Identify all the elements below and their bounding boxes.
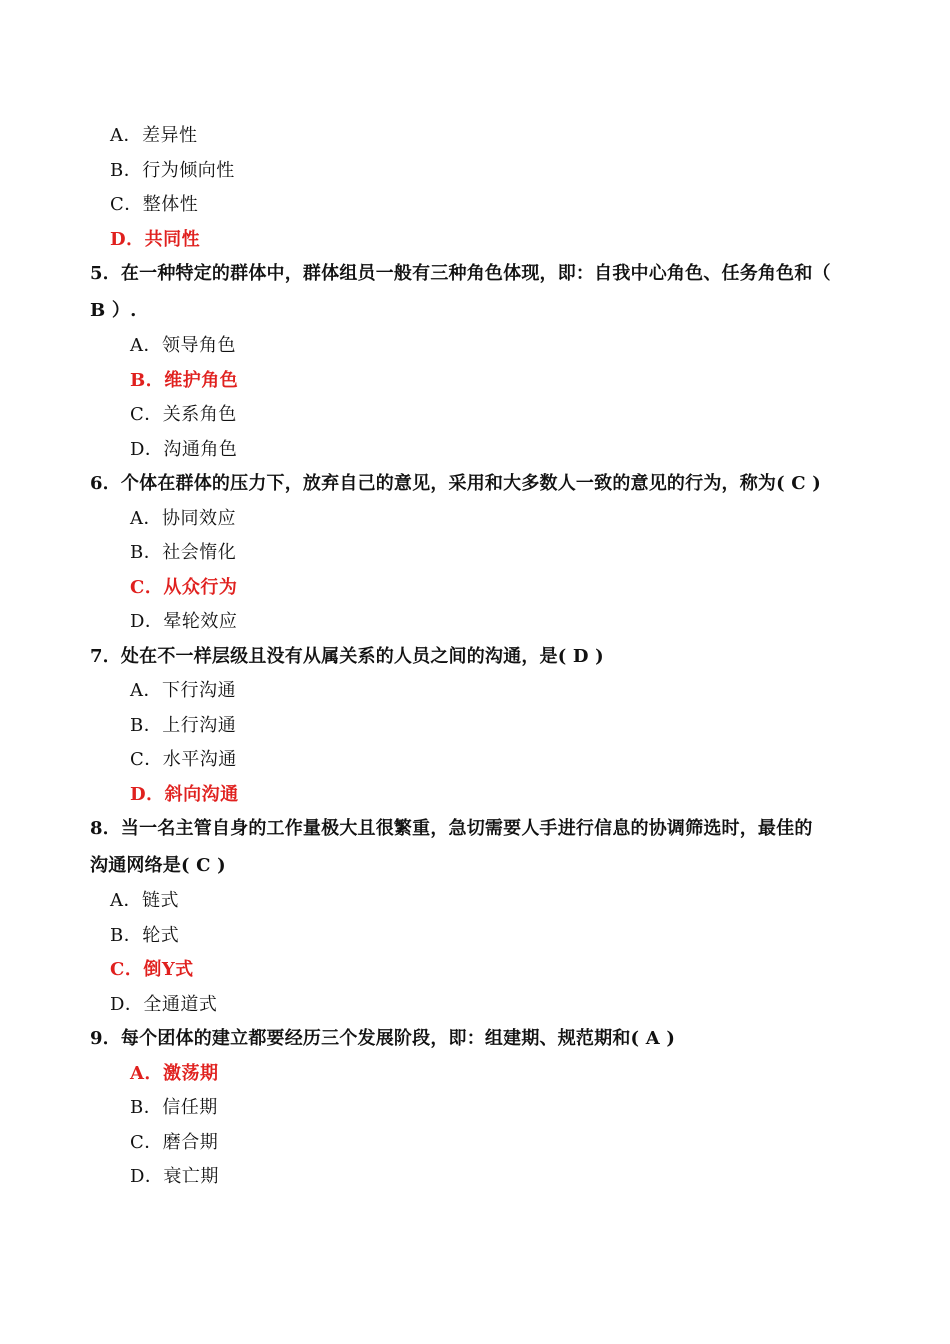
option-q4-a: A．差异性 <box>110 125 198 146</box>
option-q4-d-correct: D．共同性 <box>110 229 201 250</box>
option-q9-a-correct: A．激荡期 <box>130 1063 219 1084</box>
option-q6-d: D．晕轮效应 <box>130 611 238 632</box>
option-q4-b: B．行为倾向性 <box>110 160 235 181</box>
option-q7-c: C．水平沟通 <box>130 749 237 770</box>
question-5-stem-line1: 5．在一种特定的群体中，群体组员一般有三种角色体现，即：自我中心角色、任务角色和（ <box>90 263 831 284</box>
question-9-stem: 9．每个团体的建立都要经历三个发展阶段，即：组建期、规范期和( A ) <box>90 1028 676 1049</box>
question-7-stem: 7．处在不一样层级且没有从属关系的人员之间的沟通，是( D ) <box>90 646 604 667</box>
option-q8-d: D．全通道式 <box>110 994 218 1015</box>
option-q5-a: A．领导角色 <box>130 335 236 356</box>
option-q8-b: B．轮式 <box>110 925 180 946</box>
question-5-stem-line2: B ）. <box>90 300 137 321</box>
option-q6-c-correct: C．从众行为 <box>130 577 238 598</box>
option-q9-b: B．信任期 <box>130 1097 218 1118</box>
question-6-stem: 6．个体在群体的压力下，放弃自己的意见，采用和大多数人一致的意见的行为，称为( C ) <box>90 473 822 494</box>
option-q4-c: C．整体性 <box>110 194 199 215</box>
option-q5-c: C．关系角色 <box>130 404 237 425</box>
option-q9-d: D．衰亡期 <box>130 1166 219 1187</box>
option-q5-d: D．沟通角色 <box>130 439 238 460</box>
option-q9-c: C．磨合期 <box>130 1132 219 1153</box>
question-8-stem-line1: 8．当一名主管自身的工作量极大且很繁重，急切需要人手进行信息的协调筛选时，最佳的 <box>90 818 813 839</box>
option-q6-a: A．协同效应 <box>130 508 236 529</box>
option-q8-a: A．链式 <box>110 890 179 911</box>
option-q7-a: A．下行沟通 <box>130 680 236 701</box>
question-8-stem-line2: 沟通网络是( C ) <box>90 855 226 876</box>
option-q6-b: B．社会惰化 <box>130 542 237 563</box>
option-q8-c-correct: C．倒Y式 <box>110 959 194 980</box>
option-q5-b-correct: B．维护角色 <box>130 370 239 391</box>
option-q7-d-correct: D．斜向沟通 <box>130 784 239 805</box>
option-q7-b: B．上行沟通 <box>130 715 237 736</box>
